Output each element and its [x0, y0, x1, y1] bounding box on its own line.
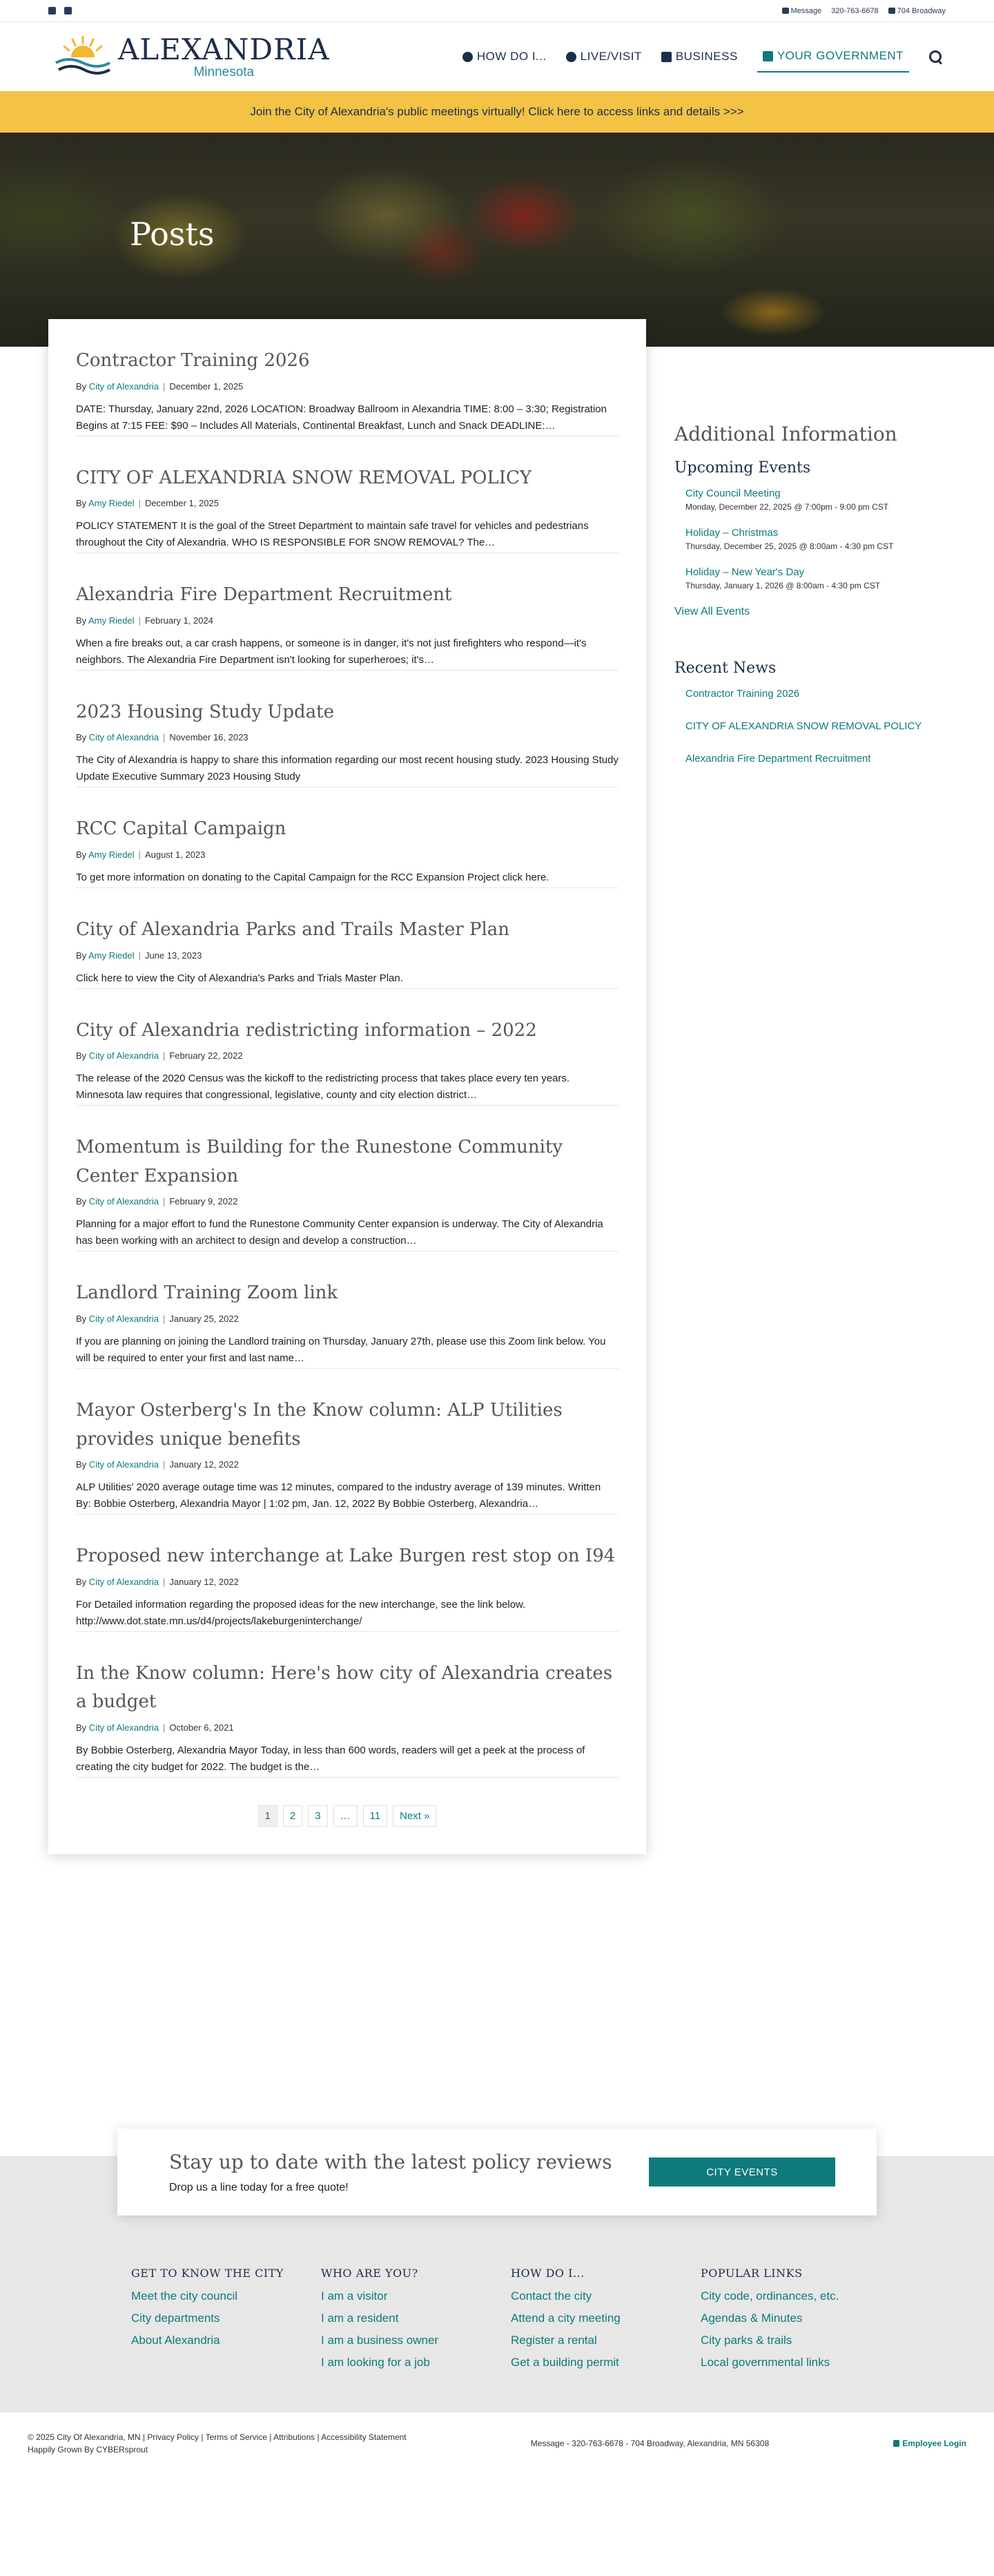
cta-section: [0, 2080, 994, 2225]
footer-link[interactable]: Register a rental: [511, 2334, 597, 2347]
legal-links: [28, 2432, 407, 2454]
post-author-link[interactable]: City of Alexandria: [88, 381, 159, 392]
pagination: [76, 1805, 618, 1827]
post-meta: [76, 615, 618, 626]
post-meta: [76, 950, 618, 961]
address-label: 704 Broadway: [897, 6, 946, 15]
post-date: August 1, 2023: [144, 849, 206, 860]
news-link[interactable]: CITY OF ALEXANDRIA SNOW REMOVAL POLICY: [685, 720, 922, 732]
byline-prefix: By: [76, 1050, 87, 1061]
meta-separator: |: [162, 1576, 166, 1587]
post-item: [76, 1396, 618, 1515]
footer-link[interactable]: City departments: [131, 2311, 220, 2325]
address-link[interactable]: [888, 7, 946, 15]
footer-column: [511, 2267, 701, 2378]
recent-news-heading: Recent News: [674, 660, 777, 677]
cta-title: Stay up to date with the latest policy reviews: [169, 2150, 612, 2173]
upcoming-events-heading: Upcoming Events: [674, 459, 811, 477]
post-date: June 13, 2023: [144, 950, 202, 961]
byline-prefix: By: [76, 1313, 87, 1324]
footer-link[interactable]: City parks & trails: [701, 2334, 792, 2347]
post-excerpt: Click here to view the City of Alexandria's Parks and Trials Master Plan.: [76, 970, 618, 989]
post-author-link[interactable]: City of Alexandria: [88, 1196, 159, 1207]
post-item: [76, 916, 618, 989]
post-excerpt: POLICY STATEMENT It is the goal of the Street Department to maintain safe travel for vehicles and pedestrians throughout the City of Alexandria. WHO IS RESPONSIBLE FOR SNOW REMOVAL? The…: [76, 518, 618, 553]
byline-prefix: By: [76, 1196, 87, 1207]
footer-contact: Message - 320-763-6678 - 704 Broadway, Alexandria, MN 56308: [530, 2439, 770, 2448]
sidebar: [674, 423, 951, 785]
post-author-link[interactable]: City of Alexandria: [88, 1459, 159, 1470]
footer-link[interactable]: Contact the city: [511, 2289, 592, 2303]
footer-link[interactable]: Attend a city meeting: [511, 2311, 621, 2325]
post-author-link[interactable]: Amy Riedel: [88, 950, 135, 961]
event-title[interactable]: City Council Meeting: [685, 488, 781, 499]
event-date: Thursday, January 1, 2026 @ 8:00am - 4:30 pm CST: [685, 581, 881, 590]
footer-link[interactable]: I am looking for a job: [321, 2356, 430, 2369]
main-content: [0, 347, 994, 2080]
nav-business[interactable]: [661, 41, 738, 72]
post-item: [76, 347, 618, 436]
footer-link[interactable]: I am a visitor: [321, 2289, 388, 2303]
meta-separator: |: [162, 1196, 166, 1207]
post-title[interactable]: City of Alexandria redistricting information – 2022: [76, 1019, 537, 1041]
footer-column: [321, 2267, 511, 2378]
social-links: [48, 7, 72, 15]
view-all-events-link[interactable]: View All Events: [674, 606, 750, 617]
message-link[interactable]: [782, 7, 822, 15]
footer-column: [131, 2267, 321, 2378]
post-item: [76, 581, 618, 671]
footer-link[interactable]: I am a business owner: [321, 2334, 439, 2347]
post-date: January 25, 2022: [169, 1313, 239, 1324]
posts-card: [48, 319, 646, 1854]
footer-link[interactable]: About Alexandria: [131, 2334, 220, 2347]
employee-login-link[interactable]: [893, 2439, 966, 2448]
compass-icon: [566, 52, 576, 62]
footer-link[interactable]: City code, ordinances, etc.: [701, 2289, 839, 2303]
search-icon[interactable]: [928, 50, 942, 64]
meta-separator: |: [138, 849, 141, 860]
byline-prefix: By: [76, 381, 87, 392]
post-item: [76, 815, 618, 888]
post-meta: [76, 498, 618, 508]
post-excerpt: If you are planning on joining the Landlord training on Thursday, January 27th, please use this Zoom link below. You will be required to enter your first and last name…: [76, 1334, 618, 1369]
event-item[interactable]: [674, 566, 951, 590]
bottom-bar: [0, 2412, 994, 2474]
post-date: November 16, 2023: [169, 732, 248, 743]
meta-separator: |: [138, 950, 141, 961]
event-title[interactable]: Holiday – Christmas: [685, 527, 779, 539]
event-date: Thursday, December 25, 2025 @ 8:00am - 4:30 pm CST: [685, 541, 894, 551]
footer-link[interactable]: I am a resident: [321, 2311, 399, 2325]
logo-wordmark: [118, 32, 330, 79]
footer-heading: POPULAR LINKS: [701, 2267, 803, 2280]
post-meta: [76, 1314, 618, 1324]
byline-prefix: By: [76, 615, 87, 626]
post-meta: [76, 1459, 618, 1470]
byline-prefix: By: [76, 1722, 87, 1733]
footer-link[interactable]: Local governmental links: [701, 2356, 830, 2369]
post-item: [76, 1542, 618, 1632]
meta-separator: |: [162, 381, 166, 392]
byline-prefix: By: [76, 732, 87, 743]
site-footer: [0, 2225, 994, 2412]
post-title[interactable]: Contractor Training 2026: [76, 350, 310, 371]
byline-prefix: By: [76, 849, 87, 860]
byline-prefix: By: [76, 1459, 87, 1470]
nav-label: BUSINESS: [675, 50, 738, 63]
post-item: [76, 1660, 618, 1778]
post-excerpt: ALP Utilities' 2020 average outage time was 12 minutes, compared to the industry average of 139 minutes. Written By: Bobbie Osterberg, Alexandria Mayor | 1:02 pm, Jan. 12, 2022 By Bobbie Osterberg, Alexandria…: [76, 1479, 618, 1515]
post-date: January 12, 2022: [169, 1576, 239, 1587]
post-date: December 1, 2025: [169, 381, 244, 392]
post-date: December 1, 2025: [144, 498, 219, 509]
pagination-ellipsis: …: [333, 1805, 358, 1827]
cta-subtitle: Drop us a line today for a free quote!: [169, 2181, 349, 2193]
post-excerpt: The City of Alexandria is happy to share this information regarding our most recent housing study. 2023 Housing Study Update Executive Summary 2023 Housing Study: [76, 752, 618, 787]
post-item: [76, 1279, 618, 1369]
posts-list: [76, 347, 618, 1778]
post-meta: [76, 1577, 618, 1587]
post-title[interactable]: Alexandria Fire Department Recruitment: [76, 584, 452, 606]
meta-separator: |: [162, 1459, 166, 1470]
footer-link[interactable]: Get a building permit: [511, 2356, 619, 2369]
post-date: February 1, 2024: [144, 615, 213, 626]
post-item: [76, 1133, 618, 1251]
footer-heading: WHO ARE YOU?: [321, 2267, 418, 2280]
footer-heading: HOW DO I...: [511, 2267, 585, 2280]
hero-image: [0, 133, 994, 347]
post-date: February 9, 2022: [169, 1196, 238, 1207]
news-link[interactable]: Alexandria Fire Department Recruitment: [685, 753, 871, 765]
post-date: January 12, 2022: [169, 1459, 239, 1470]
post-date: October 6, 2021: [169, 1722, 234, 1733]
post-meta: [76, 1050, 618, 1061]
pagination-link[interactable]: 3: [308, 1805, 327, 1827]
news-link[interactable]: Contractor Training 2026: [685, 688, 800, 700]
meta-separator: |: [138, 498, 141, 509]
map-icon: [888, 8, 895, 14]
post-author-link[interactable]: City of Alexandria: [88, 1313, 159, 1324]
post-author-link[interactable]: City of Alexandria: [88, 732, 159, 743]
meta-separator: |: [162, 732, 166, 743]
question-circle-icon: [462, 52, 473, 62]
post-title[interactable]: Landlord Training Zoom link: [76, 1282, 338, 1304]
facebook-icon[interactable]: [48, 7, 56, 15]
meetings-banner[interactable]: Join the City of Alexandria's public meetings virtually! Click here to access links and details >>>: [0, 91, 994, 133]
post-author-link[interactable]: Amy Riedel: [88, 615, 135, 626]
page-title: Posts: [130, 215, 215, 253]
cta-text: [169, 2151, 612, 2194]
post-meta: [76, 732, 618, 742]
post-excerpt: DATE: Thursday, January 22nd, 2026 LOCATION: Broadway Ballroom in Alexandria TIME: 8:00 – 3:30; Registration Begins at 7:15 FEE: $90 – Includes All Materials, Continental Breakfast, Lunch and Snack DEADLINE:…: [76, 401, 618, 436]
cta-box: [117, 2128, 877, 2215]
nav-label: YOUR GOVERNMENT: [777, 49, 904, 62]
post-meta: [76, 1722, 618, 1733]
site-header: [0, 22, 994, 91]
pagination-link[interactable]: 11: [363, 1805, 388, 1827]
footer-column: [701, 2267, 890, 2378]
message-label: Message: [790, 6, 822, 15]
post-title[interactable]: Mayor Osterberg's In the Know column: ALP Utilities provides unique benefits: [76, 1399, 563, 1450]
meta-separator: |: [162, 1722, 166, 1733]
event-item[interactable]: [674, 527, 951, 551]
phone-link[interactable]: 320-763-6678: [831, 6, 879, 15]
post-author-link[interactable]: Amy Riedel: [88, 498, 135, 509]
post-item: [76, 698, 618, 788]
nav-label: HOW DO I...: [476, 50, 547, 63]
post-title[interactable]: 2023 Housing Study Update: [76, 701, 334, 722]
event-item[interactable]: [674, 488, 951, 512]
copyright-text[interactable]: © 2025 City Of Alexandria, MN | Privacy Policy | Terms of Service | Attributions | Accessibility Statement: [28, 2432, 407, 2442]
post-title[interactable]: CITY OF ALEXANDRIA SNOW REMOVAL POLICY: [76, 467, 532, 488]
post-author-link[interactable]: City of Alexandria: [88, 1576, 159, 1587]
post-excerpt: By Bobbie Osterberg, Alexandria Mayor Today, in less than 600 words, readers will get a peek at the process of creating the city budget for 2022. The budget is the…: [76, 1742, 618, 1778]
landmark-icon: [763, 51, 773, 61]
building-icon: [661, 52, 672, 62]
logo-name: ALEXANDRIA: [118, 32, 330, 66]
post-excerpt: When a fire breaks out, a car crash happens, or someone is in danger, it's not just firefighters who respond—it's neighbors. The Alexandria Fire Department isn't looking for superheroes; it's…: [76, 635, 618, 671]
post-author-link[interactable]: Amy Riedel: [88, 849, 135, 860]
post-title[interactable]: RCC Capital Campaign: [76, 818, 286, 840]
post-date: February 22, 2022: [169, 1050, 243, 1061]
meta-separator: |: [162, 1050, 166, 1061]
login-label: Employee Login: [902, 2439, 966, 2448]
meta-separator: |: [138, 615, 141, 626]
pagination-current: 1: [258, 1805, 277, 1827]
footer-link[interactable]: Agendas & Minutes: [701, 2311, 803, 2325]
nav-how-do-i[interactable]: [462, 41, 547, 72]
post-excerpt: For Detailed information regarding the proposed ideas for the new interchange, see the link below. http://www.dot.state.mn.us/d4/projects/lakeburgeninterchange/: [76, 1597, 618, 1632]
sun-waves-logo-icon: [52, 32, 114, 81]
post-excerpt: The release of the 2020 Census was the kickoff to the redistricting process that takes place every ten years. Minnesota law requires that congressional, legislative, county and city election district…: [76, 1070, 618, 1106]
main-nav: [462, 41, 942, 73]
post-meta: [76, 1196, 618, 1207]
nav-live-visit[interactable]: [566, 41, 642, 72]
footer-heading: GET TO KNOW THE CITY: [131, 2267, 284, 2280]
logo-state: Minnesota: [193, 64, 255, 79]
lock-icon: [893, 2440, 899, 2447]
chat-icon: [782, 8, 789, 14]
footer-link[interactable]: Meet the city council: [131, 2289, 238, 2303]
byline-prefix: By: [76, 950, 87, 961]
top-contact: [782, 7, 946, 15]
post-excerpt: To get more information on donating to the Capital Campaign for the RCC Expansion Project click here.: [76, 869, 618, 888]
post-title[interactable]: City of Alexandria Parks and Trails Master Plan: [76, 919, 510, 940]
pagination-link[interactable]: Next »: [393, 1805, 436, 1827]
credit-text[interactable]: Happily Grown By CYBERsprout: [28, 2445, 148, 2454]
site-logo[interactable]: [52, 32, 330, 81]
post-item: [76, 464, 618, 554]
top-bar: [0, 0, 994, 22]
post-item: [76, 1017, 618, 1106]
post-author-link[interactable]: City of Alexandria: [88, 1050, 159, 1061]
city-events-button[interactable]: CITY EVENTS: [649, 2157, 835, 2186]
pagination-link[interactable]: 2: [283, 1805, 302, 1827]
byline-prefix: By: [76, 1576, 87, 1587]
event-date: Monday, December 22, 2025 @ 7:00pm - 9:00 pm CST: [685, 502, 889, 512]
post-title[interactable]: Proposed new interchange at Lake Burgen rest stop on I94: [76, 1546, 616, 1567]
nav-your-government[interactable]: [757, 41, 909, 73]
post-meta: [76, 381, 618, 392]
post-author-link[interactable]: City of Alexandria: [88, 1722, 159, 1733]
mail-icon[interactable]: [64, 7, 72, 15]
post-excerpt: Planning for a major effort to fund the Runestone Community Center expansion is underway. The City of Alexandria has been working with an architect to design and develop a construction…: [76, 1216, 618, 1251]
event-title[interactable]: Holiday – New Year's Day: [685, 566, 805, 578]
sidebar-heading: Additional Information: [674, 423, 897, 445]
post-meta: [76, 849, 618, 860]
meta-separator: |: [162, 1313, 166, 1324]
post-title[interactable]: In the Know column: Here's how city of Alexandria creates a budget: [76, 1662, 613, 1713]
byline-prefix: By: [76, 498, 87, 509]
post-title[interactable]: Momentum is Building for the Runestone Community Center Expansion: [76, 1137, 563, 1186]
nav-label: LIVE/VISIT: [580, 50, 642, 63]
